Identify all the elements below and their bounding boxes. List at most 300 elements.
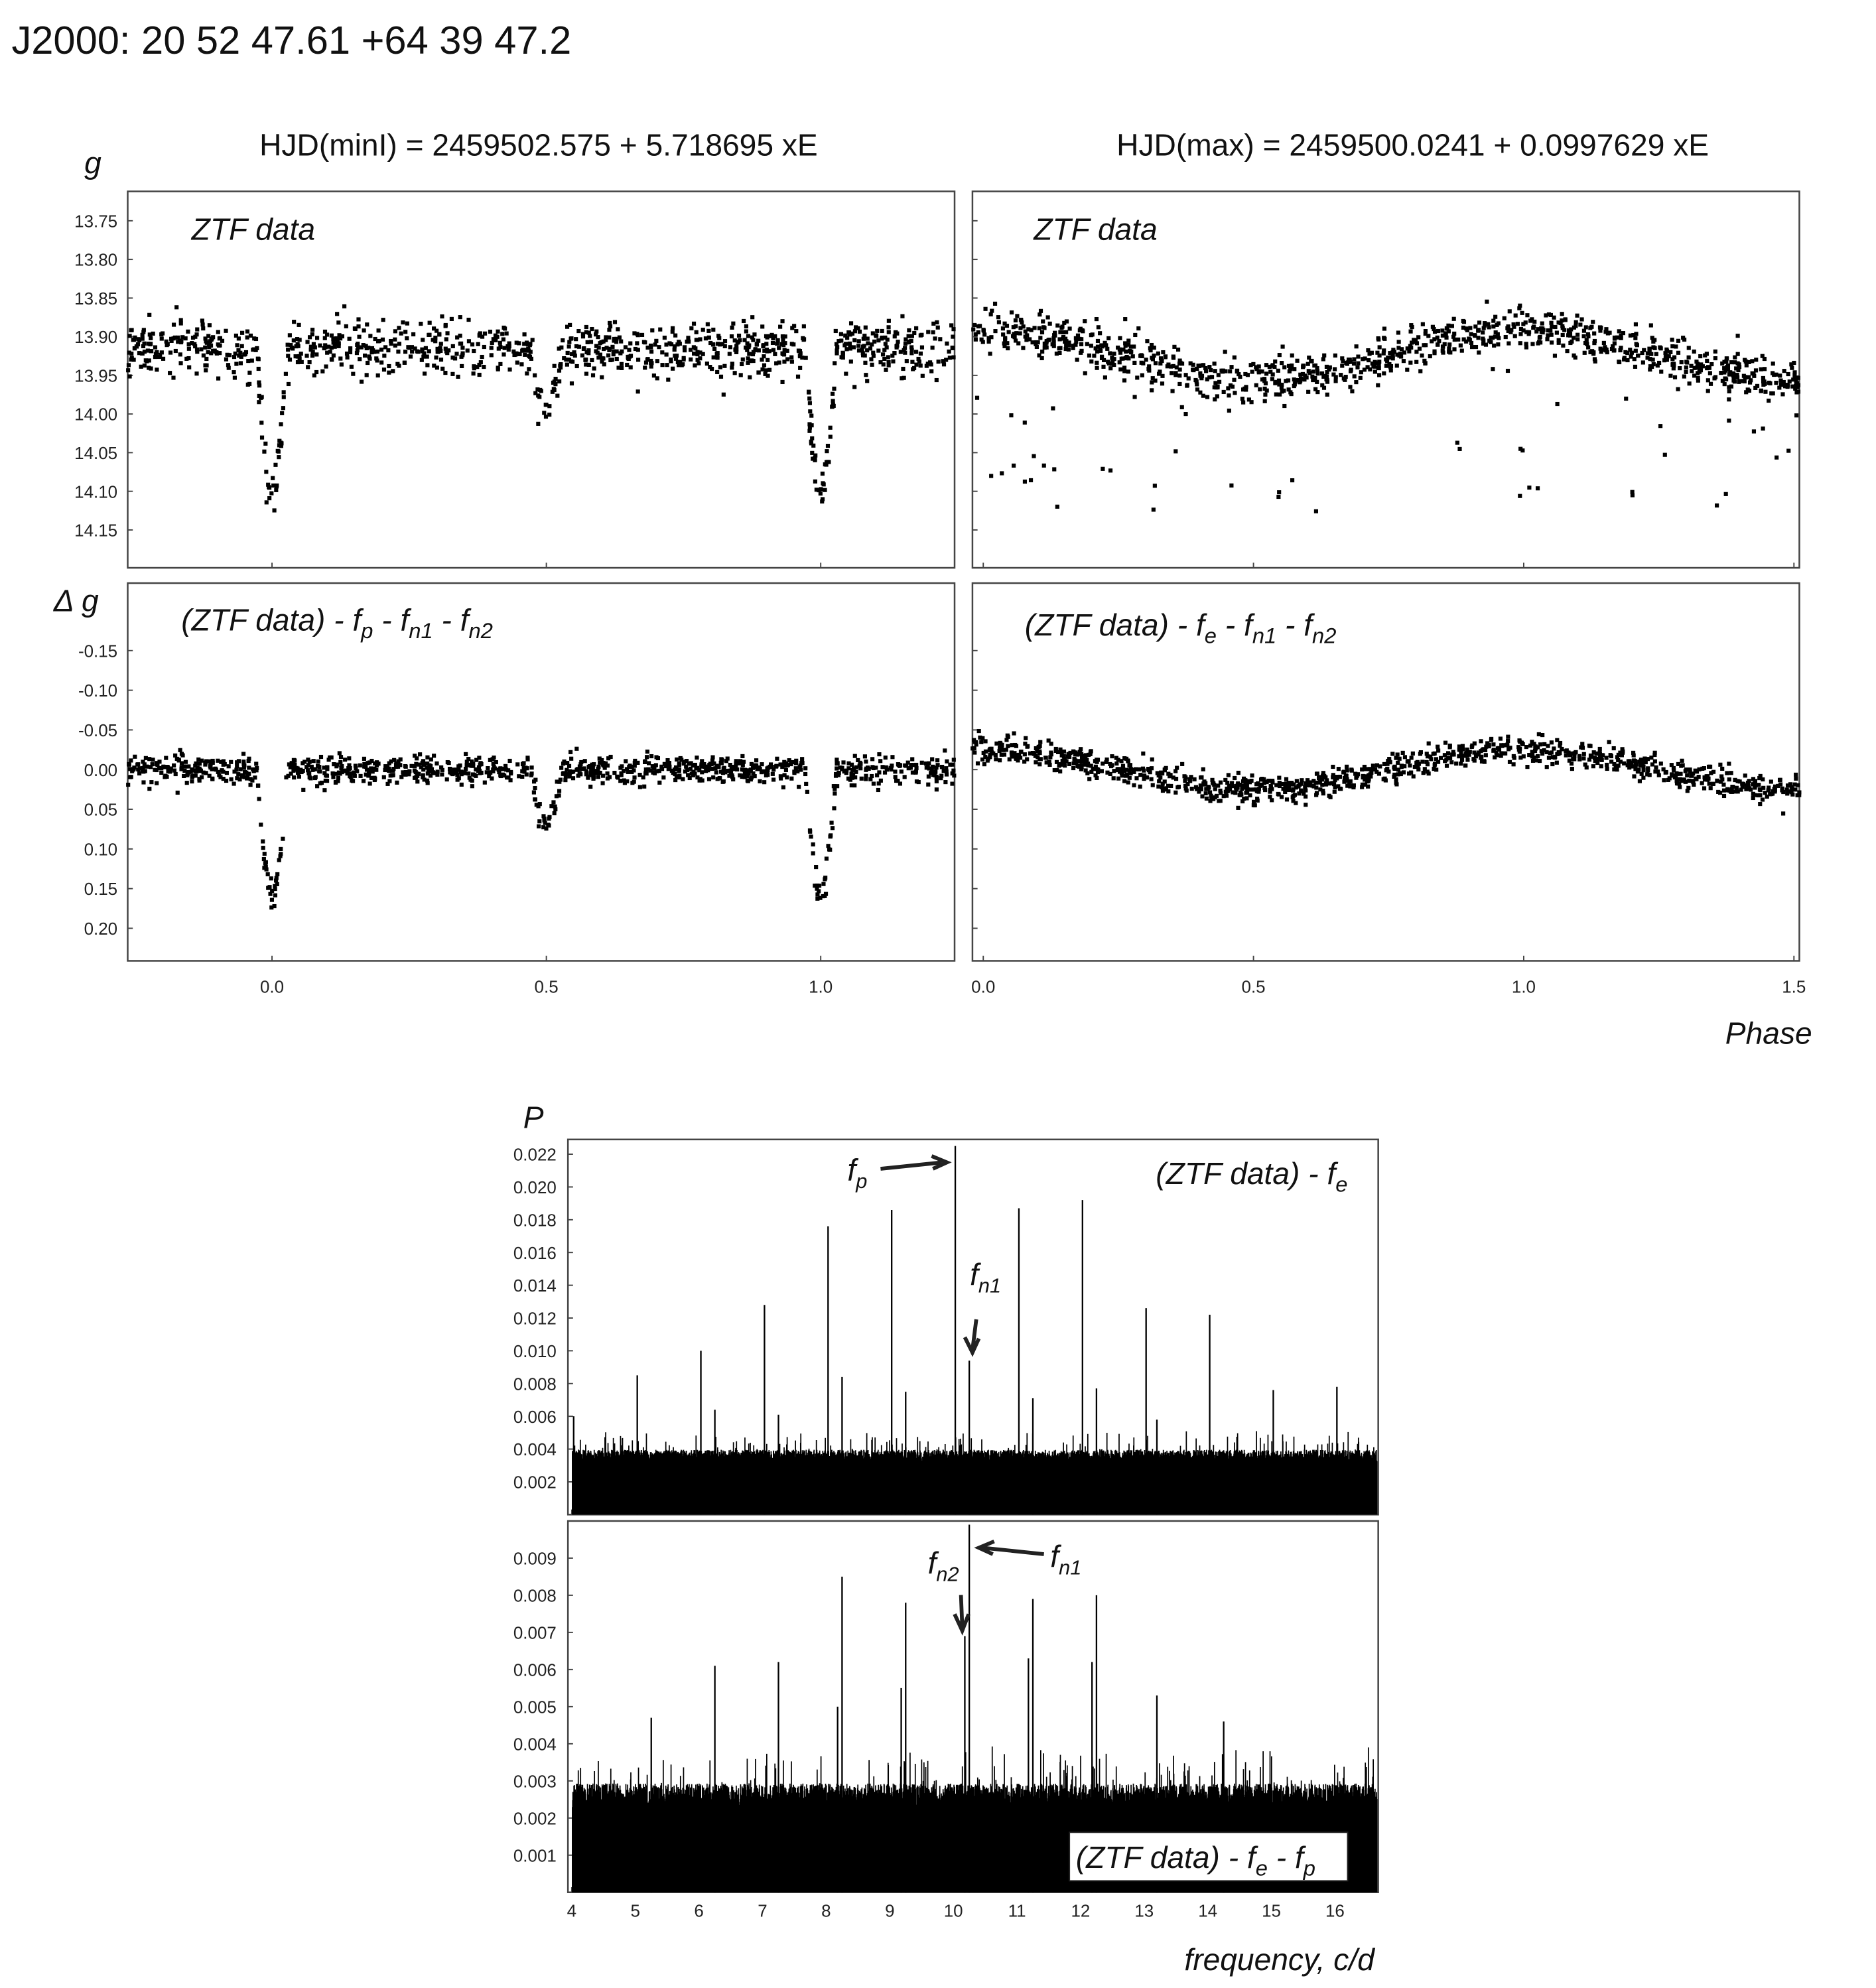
data-point bbox=[1331, 773, 1335, 777]
data-point bbox=[1450, 324, 1454, 328]
data-point bbox=[1376, 366, 1380, 370]
data-point bbox=[428, 766, 432, 770]
data-point bbox=[178, 361, 182, 365]
data-point bbox=[904, 763, 908, 767]
data-point bbox=[704, 336, 708, 340]
data-point bbox=[1708, 782, 1711, 786]
data-point bbox=[470, 784, 474, 788]
data-point bbox=[1333, 785, 1337, 789]
data-point bbox=[1598, 747, 1602, 751]
data-point bbox=[598, 756, 602, 760]
data-point bbox=[1132, 361, 1136, 365]
data-point bbox=[1264, 381, 1268, 385]
data-point bbox=[1276, 369, 1280, 373]
data-point bbox=[1536, 754, 1540, 758]
data-point bbox=[377, 328, 381, 332]
data-point bbox=[532, 779, 536, 783]
data-point bbox=[986, 759, 990, 763]
data-point bbox=[825, 856, 829, 860]
data-point bbox=[1642, 768, 1646, 772]
data-point bbox=[435, 329, 438, 333]
data-point bbox=[1550, 740, 1554, 744]
data-point bbox=[1726, 364, 1730, 367]
data-point bbox=[594, 349, 598, 353]
data-point bbox=[316, 760, 320, 763]
data-point bbox=[1083, 319, 1087, 323]
data-point bbox=[437, 332, 441, 336]
data-point bbox=[1662, 778, 1666, 782]
data-point bbox=[753, 348, 757, 352]
data-point bbox=[1101, 365, 1105, 369]
data-point bbox=[382, 775, 386, 779]
data-point bbox=[201, 326, 205, 330]
data-point bbox=[1524, 330, 1528, 334]
data-point bbox=[208, 765, 212, 769]
data-point bbox=[1021, 346, 1025, 350]
data-point bbox=[466, 771, 470, 775]
periodogram-panel-periodogram_minus_fe bbox=[513, 1140, 1378, 1515]
data-point bbox=[1527, 486, 1531, 490]
data-point bbox=[597, 346, 601, 350]
data-point bbox=[935, 378, 939, 382]
data-point bbox=[403, 764, 407, 768]
arrow-fn1-upper bbox=[965, 1319, 978, 1353]
data-point bbox=[545, 403, 549, 407]
data-point bbox=[868, 777, 872, 781]
data-point bbox=[826, 444, 830, 448]
data-point bbox=[1491, 367, 1495, 371]
data-point bbox=[880, 765, 884, 769]
data-point bbox=[190, 767, 194, 771]
y-tick-label: 0.006 bbox=[513, 1406, 557, 1427]
data-point bbox=[1763, 367, 1767, 371]
data-point bbox=[448, 767, 452, 771]
data-point bbox=[379, 348, 383, 352]
data-point bbox=[1315, 772, 1319, 776]
data-point bbox=[1634, 349, 1638, 353]
data-point bbox=[1029, 478, 1033, 482]
x-tick-label: 0.0 bbox=[259, 976, 285, 997]
data-point bbox=[979, 740, 983, 744]
data-point bbox=[773, 352, 777, 356]
data-point bbox=[1160, 381, 1164, 385]
data-point bbox=[950, 781, 954, 785]
data-point bbox=[129, 758, 133, 762]
data-point bbox=[677, 340, 681, 344]
data-point bbox=[866, 341, 870, 345]
data-point bbox=[943, 780, 947, 784]
data-point bbox=[1557, 341, 1561, 345]
data-point bbox=[1110, 754, 1114, 758]
data-point bbox=[153, 346, 157, 350]
data-point bbox=[1426, 754, 1430, 758]
data-point bbox=[347, 756, 351, 760]
data-point bbox=[1089, 333, 1093, 337]
data-point bbox=[832, 784, 836, 788]
data-point bbox=[1715, 779, 1719, 783]
data-point bbox=[805, 790, 809, 794]
data-point bbox=[1018, 756, 1022, 760]
data-point bbox=[608, 324, 612, 328]
data-point bbox=[1545, 765, 1549, 769]
data-point bbox=[421, 338, 425, 342]
data-point bbox=[1180, 405, 1184, 409]
data-point bbox=[1437, 339, 1441, 343]
periodogram-noise bbox=[572, 1431, 1377, 1515]
data-point bbox=[1617, 329, 1621, 333]
data-point bbox=[761, 344, 765, 348]
data-point bbox=[148, 332, 152, 336]
data-point bbox=[821, 472, 825, 476]
data-point bbox=[1636, 769, 1640, 773]
data-point bbox=[342, 304, 346, 308]
data-point bbox=[472, 371, 476, 375]
data-point bbox=[1282, 389, 1286, 393]
data-point bbox=[850, 763, 854, 767]
data-point bbox=[1205, 395, 1209, 399]
data-point bbox=[194, 332, 198, 336]
data-point bbox=[1278, 353, 1282, 357]
data-point bbox=[1014, 318, 1018, 322]
data-point bbox=[580, 354, 584, 358]
data-point bbox=[445, 331, 449, 335]
data-point bbox=[1759, 774, 1763, 778]
data-point bbox=[1064, 339, 1068, 343]
data-point bbox=[1096, 758, 1100, 762]
data-point bbox=[1282, 404, 1286, 408]
data-point bbox=[1775, 456, 1778, 460]
data-point bbox=[1156, 771, 1160, 775]
data-point bbox=[661, 775, 665, 779]
data-point bbox=[182, 774, 186, 778]
data-point bbox=[1658, 424, 1662, 428]
data-point bbox=[813, 480, 817, 484]
data-point bbox=[1228, 369, 1232, 373]
data-point bbox=[1003, 336, 1007, 340]
data-point bbox=[1562, 328, 1566, 332]
data-point bbox=[1377, 362, 1381, 366]
data-point bbox=[1591, 350, 1595, 354]
x-tick-label: 4 bbox=[567, 1900, 577, 1921]
arrow-fn1-lower bbox=[979, 1542, 1044, 1554]
data-point bbox=[1686, 786, 1690, 790]
data-point bbox=[1161, 789, 1165, 793]
data-point bbox=[620, 764, 624, 768]
data-point bbox=[1032, 454, 1036, 458]
data-point bbox=[884, 368, 888, 372]
data-point bbox=[409, 354, 413, 358]
data-point bbox=[657, 345, 661, 349]
data-point bbox=[1282, 365, 1286, 369]
data-point bbox=[1518, 341, 1522, 345]
data-point bbox=[1254, 782, 1258, 786]
data-point bbox=[1114, 762, 1118, 765]
data-point bbox=[803, 772, 807, 776]
data-point bbox=[165, 340, 168, 344]
data-point bbox=[284, 775, 288, 779]
data-point bbox=[638, 785, 642, 789]
data-point bbox=[1067, 762, 1071, 766]
data-point bbox=[1624, 397, 1628, 401]
data-point bbox=[1178, 359, 1182, 363]
data-point bbox=[1609, 754, 1613, 758]
data-point bbox=[764, 368, 768, 372]
data-point bbox=[701, 778, 704, 782]
data-point bbox=[1222, 794, 1226, 798]
y-tick-label: 0.018 bbox=[513, 1210, 557, 1230]
data-point bbox=[984, 750, 988, 754]
data-point bbox=[1213, 369, 1217, 373]
data-point bbox=[1240, 799, 1244, 803]
data-point bbox=[892, 351, 896, 355]
data-point bbox=[1420, 760, 1424, 763]
data-point bbox=[1133, 395, 1137, 399]
y-tick-label: 14.10 bbox=[74, 482, 118, 502]
data-point bbox=[492, 765, 496, 769]
data-point bbox=[1602, 341, 1606, 345]
data-point bbox=[1421, 322, 1425, 326]
data-point bbox=[1152, 507, 1156, 511]
data-point bbox=[1325, 365, 1329, 369]
data-point bbox=[365, 346, 369, 350]
data-point bbox=[1670, 363, 1674, 367]
data-point bbox=[574, 747, 578, 751]
data-point bbox=[1058, 748, 1062, 752]
data-point bbox=[860, 348, 864, 352]
data-point bbox=[539, 389, 543, 393]
data-point bbox=[1582, 334, 1586, 338]
data-point bbox=[1553, 325, 1557, 329]
data-point bbox=[1287, 387, 1291, 391]
data-point bbox=[654, 339, 658, 343]
data-point bbox=[1530, 342, 1534, 346]
data-point bbox=[199, 347, 203, 351]
data-point bbox=[1427, 742, 1431, 746]
data-point bbox=[1631, 751, 1635, 755]
data-point bbox=[582, 346, 586, 350]
data-point bbox=[324, 779, 328, 783]
data-point bbox=[1599, 764, 1603, 768]
data-point bbox=[1459, 754, 1463, 758]
data-point bbox=[642, 785, 646, 789]
data-point bbox=[1754, 368, 1758, 372]
data-point bbox=[1491, 749, 1495, 753]
data-point bbox=[935, 758, 939, 762]
data-point bbox=[1177, 785, 1181, 789]
data-point bbox=[781, 352, 785, 356]
data-point bbox=[592, 366, 596, 370]
data-point bbox=[1411, 752, 1415, 756]
data-point bbox=[1333, 367, 1337, 371]
data-point bbox=[1719, 779, 1723, 783]
data-point bbox=[535, 387, 539, 391]
data-point bbox=[1325, 778, 1329, 782]
data-point bbox=[983, 755, 987, 759]
data-point bbox=[1445, 326, 1449, 330]
data-point bbox=[867, 767, 871, 771]
data-point bbox=[847, 330, 851, 334]
data-point bbox=[536, 422, 540, 426]
data-point bbox=[365, 373, 369, 377]
data-point bbox=[1582, 752, 1586, 756]
data-point bbox=[1436, 748, 1440, 752]
data-point bbox=[264, 470, 268, 474]
data-point bbox=[1508, 309, 1512, 313]
data-point bbox=[145, 360, 149, 364]
data-point bbox=[343, 758, 347, 762]
data-point bbox=[1459, 344, 1463, 348]
data-point bbox=[323, 336, 327, 340]
data-point bbox=[1434, 757, 1438, 761]
data-point bbox=[716, 356, 720, 360]
data-point bbox=[1518, 494, 1522, 498]
data-point bbox=[1767, 381, 1771, 385]
data-point bbox=[852, 338, 856, 342]
data-point bbox=[780, 380, 784, 384]
data-point bbox=[1382, 352, 1386, 356]
data-point bbox=[178, 748, 182, 752]
data-point bbox=[1666, 778, 1670, 782]
data-point bbox=[649, 350, 653, 354]
data-point bbox=[1652, 346, 1656, 350]
data-point bbox=[1055, 505, 1059, 509]
data-point bbox=[403, 330, 407, 334]
data-point bbox=[1367, 358, 1371, 362]
data-point bbox=[1406, 759, 1410, 763]
data-point bbox=[681, 777, 685, 781]
data-point bbox=[1108, 762, 1112, 766]
data-point bbox=[126, 783, 130, 787]
data-point bbox=[634, 347, 637, 351]
data-point bbox=[1263, 399, 1267, 403]
data-point bbox=[1572, 336, 1575, 340]
data-point bbox=[542, 411, 546, 415]
data-point bbox=[295, 766, 299, 770]
data-point bbox=[1495, 323, 1499, 327]
data-point bbox=[675, 758, 679, 762]
data-point bbox=[808, 401, 812, 405]
data-point bbox=[1792, 361, 1796, 365]
data-point bbox=[280, 411, 284, 415]
light-curve-panel-lc_residual_pulsation bbox=[971, 583, 1806, 996]
data-point bbox=[1334, 379, 1338, 383]
data-point bbox=[1780, 392, 1784, 396]
data-point bbox=[1709, 786, 1713, 790]
data-point bbox=[252, 336, 256, 340]
data-point bbox=[808, 828, 812, 832]
data-point bbox=[1334, 375, 1338, 379]
data-point bbox=[1653, 751, 1657, 755]
data-point bbox=[1422, 343, 1426, 347]
data-point bbox=[1199, 364, 1203, 367]
data-point bbox=[1164, 354, 1168, 358]
data-point bbox=[1432, 752, 1436, 756]
data-point bbox=[1632, 758, 1636, 762]
data-point bbox=[616, 365, 620, 369]
data-point bbox=[1550, 333, 1554, 337]
data-point bbox=[439, 358, 443, 362]
data-point bbox=[277, 450, 281, 454]
data-point bbox=[244, 350, 248, 354]
data-point bbox=[214, 767, 218, 771]
data-point bbox=[1741, 782, 1745, 786]
data-point bbox=[1444, 336, 1448, 340]
data-point bbox=[1709, 382, 1713, 386]
data-point bbox=[872, 781, 876, 785]
data-point bbox=[933, 770, 937, 774]
data-point bbox=[831, 826, 835, 830]
data-point bbox=[770, 333, 773, 337]
data-point bbox=[608, 775, 612, 779]
data-point bbox=[1617, 360, 1621, 364]
data-point bbox=[1190, 787, 1194, 791]
data-point bbox=[980, 736, 984, 740]
data-point bbox=[262, 857, 266, 861]
data-point bbox=[1405, 367, 1409, 371]
data-point bbox=[1204, 791, 1208, 795]
data-point bbox=[397, 326, 401, 330]
data-point bbox=[1474, 345, 1478, 349]
data-point bbox=[300, 360, 304, 364]
data-point bbox=[938, 337, 942, 341]
data-point bbox=[894, 775, 898, 779]
data-point bbox=[1796, 385, 1800, 389]
data-point bbox=[1552, 316, 1556, 320]
data-point bbox=[1564, 317, 1568, 321]
data-point bbox=[1368, 767, 1372, 771]
data-point bbox=[754, 758, 758, 762]
data-point bbox=[1672, 366, 1676, 370]
data-point bbox=[633, 763, 637, 767]
data-point bbox=[1278, 781, 1282, 785]
data-point bbox=[618, 336, 622, 340]
data-point bbox=[372, 767, 376, 771]
data-point bbox=[1108, 468, 1112, 472]
data-point bbox=[367, 354, 371, 358]
data-point bbox=[1089, 770, 1093, 774]
data-point bbox=[428, 321, 432, 325]
data-point bbox=[1058, 330, 1062, 334]
data-point bbox=[1172, 356, 1175, 360]
data-point bbox=[330, 756, 334, 760]
data-point bbox=[931, 322, 935, 326]
data-point bbox=[202, 354, 206, 358]
light-curve-panel-lc_g_eclipse bbox=[74, 192, 955, 568]
data-point bbox=[1183, 775, 1187, 779]
data-point bbox=[1264, 371, 1268, 375]
data-point bbox=[574, 337, 578, 341]
data-point bbox=[880, 329, 884, 333]
data-point bbox=[1026, 745, 1030, 749]
data-point bbox=[1114, 756, 1118, 760]
data-point bbox=[208, 323, 212, 327]
data-point bbox=[900, 314, 904, 318]
data-point bbox=[1561, 344, 1565, 348]
data-point bbox=[989, 474, 993, 478]
data-point bbox=[1785, 791, 1789, 795]
data-point bbox=[232, 370, 235, 374]
data-point bbox=[994, 742, 998, 746]
data-point bbox=[1676, 762, 1680, 766]
data-point bbox=[1767, 399, 1771, 403]
data-point bbox=[760, 324, 764, 328]
data-point bbox=[606, 756, 610, 760]
data-point bbox=[1676, 339, 1680, 343]
data-point bbox=[1451, 335, 1455, 339]
data-point bbox=[1538, 340, 1542, 344]
data-point bbox=[533, 373, 537, 377]
data-point bbox=[1254, 383, 1258, 387]
